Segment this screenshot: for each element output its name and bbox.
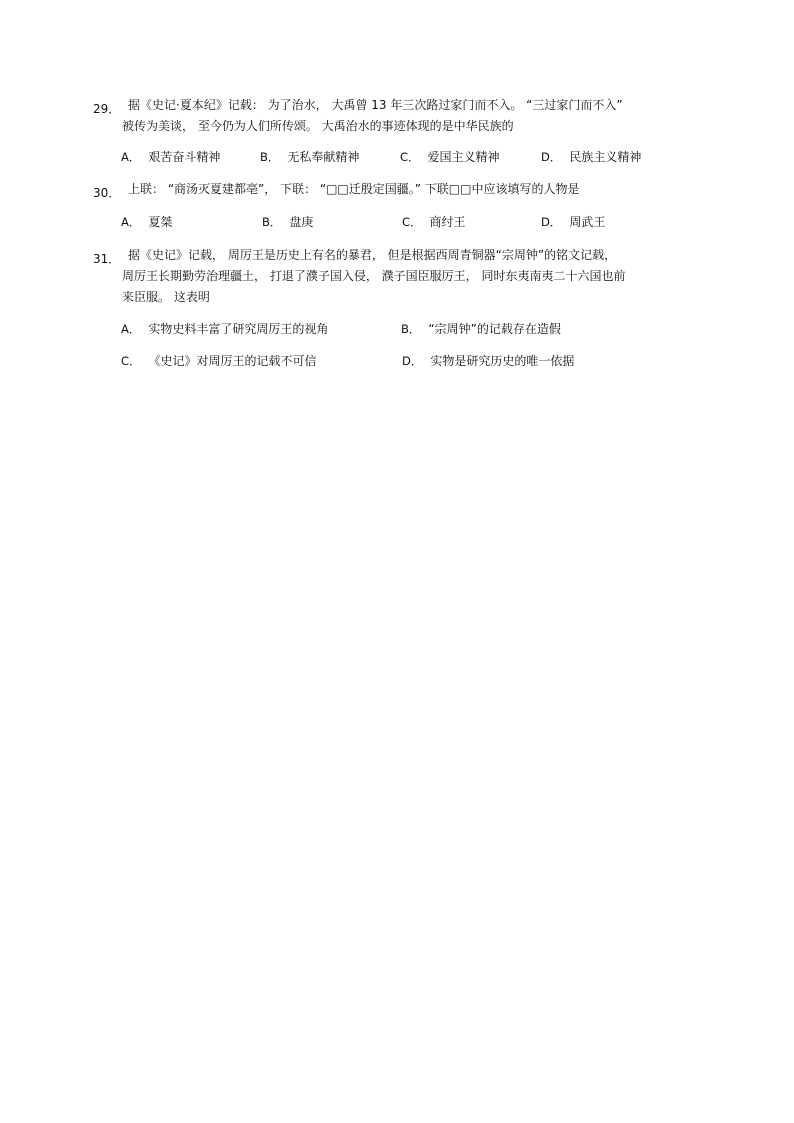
option-d bbox=[402, 353, 574, 369]
option-text: 实物史料丰富了研究周厉王的视角 bbox=[148, 322, 329, 336]
option-text: 盘庚 bbox=[289, 215, 314, 229]
question-stem-line: 周厉王长期勤劳治理疆土， 打退了濮子国入侵， 濮子国臣服厉王， 同时东夷南夷二十六国也前 bbox=[122, 269, 626, 283]
option-a bbox=[121, 149, 220, 165]
question-stem-line: 据《史记》记载， 周厉王是历史上有名的暴君， 但是根据西周青铜器“宗周钟”的铭文记载， bbox=[128, 248, 617, 262]
option-b bbox=[262, 214, 313, 230]
option-letter: D． bbox=[541, 150, 562, 164]
option-letter: B． bbox=[401, 322, 421, 336]
option-letter: A． bbox=[121, 150, 141, 164]
option-letter: A． bbox=[121, 215, 141, 229]
option-text: 《史记》对周厉王的记载不可信 bbox=[148, 354, 317, 368]
option-c bbox=[121, 353, 317, 369]
question-stem-line: 来臣服。 这表明 bbox=[122, 290, 210, 304]
option-text: “宗周钟”的记载存在造假 bbox=[428, 322, 561, 336]
option-letter: A． bbox=[121, 322, 141, 336]
option-letter: B． bbox=[262, 215, 282, 229]
question-stem-line: 据《史记·夏本纪》记载： 为了治水， 大禹曾 13 年三次路过家门而不入。 “三过家门而不入” bbox=[128, 98, 623, 112]
question-number: 29． bbox=[93, 102, 121, 116]
option-c bbox=[400, 149, 500, 165]
option-text: 实物是研究历史的唯一依据 bbox=[430, 354, 575, 368]
option-letter: C． bbox=[400, 150, 420, 164]
option-d bbox=[541, 149, 641, 165]
option-a bbox=[121, 321, 328, 337]
option-text: 艰苦奋斗精神 bbox=[148, 150, 221, 164]
option-a bbox=[121, 214, 172, 230]
option-text: 周武王 bbox=[569, 215, 606, 229]
option-letter: D． bbox=[402, 354, 423, 368]
option-text: 民族主义精神 bbox=[569, 150, 642, 164]
option-text: 商纣王 bbox=[429, 215, 466, 229]
question-stem-line: 被传为美谈， 至今仍为人们所传颂。 大禹治水的事迹体现的是中华民族的 bbox=[122, 119, 514, 133]
option-text: 爱国主义精神 bbox=[427, 150, 500, 164]
option-c bbox=[402, 214, 466, 230]
option-b bbox=[260, 149, 359, 165]
question-stem-line: 上联： “商汤灭夏建都亳”， 下联： “□□迁殷定国疆。” 下联□□中应该填写的人物是 bbox=[128, 182, 580, 196]
option-letter: C． bbox=[402, 215, 422, 229]
option-text: 无私奉献精神 bbox=[287, 150, 360, 164]
question-number: 31． bbox=[93, 252, 121, 266]
option-b bbox=[401, 321, 561, 337]
option-letter: D． bbox=[541, 215, 562, 229]
question-number: 30． bbox=[93, 186, 121, 200]
option-text: 夏桀 bbox=[148, 215, 173, 229]
option-d bbox=[541, 214, 605, 230]
option-letter: C． bbox=[121, 354, 141, 368]
option-letter: B． bbox=[260, 150, 280, 164]
